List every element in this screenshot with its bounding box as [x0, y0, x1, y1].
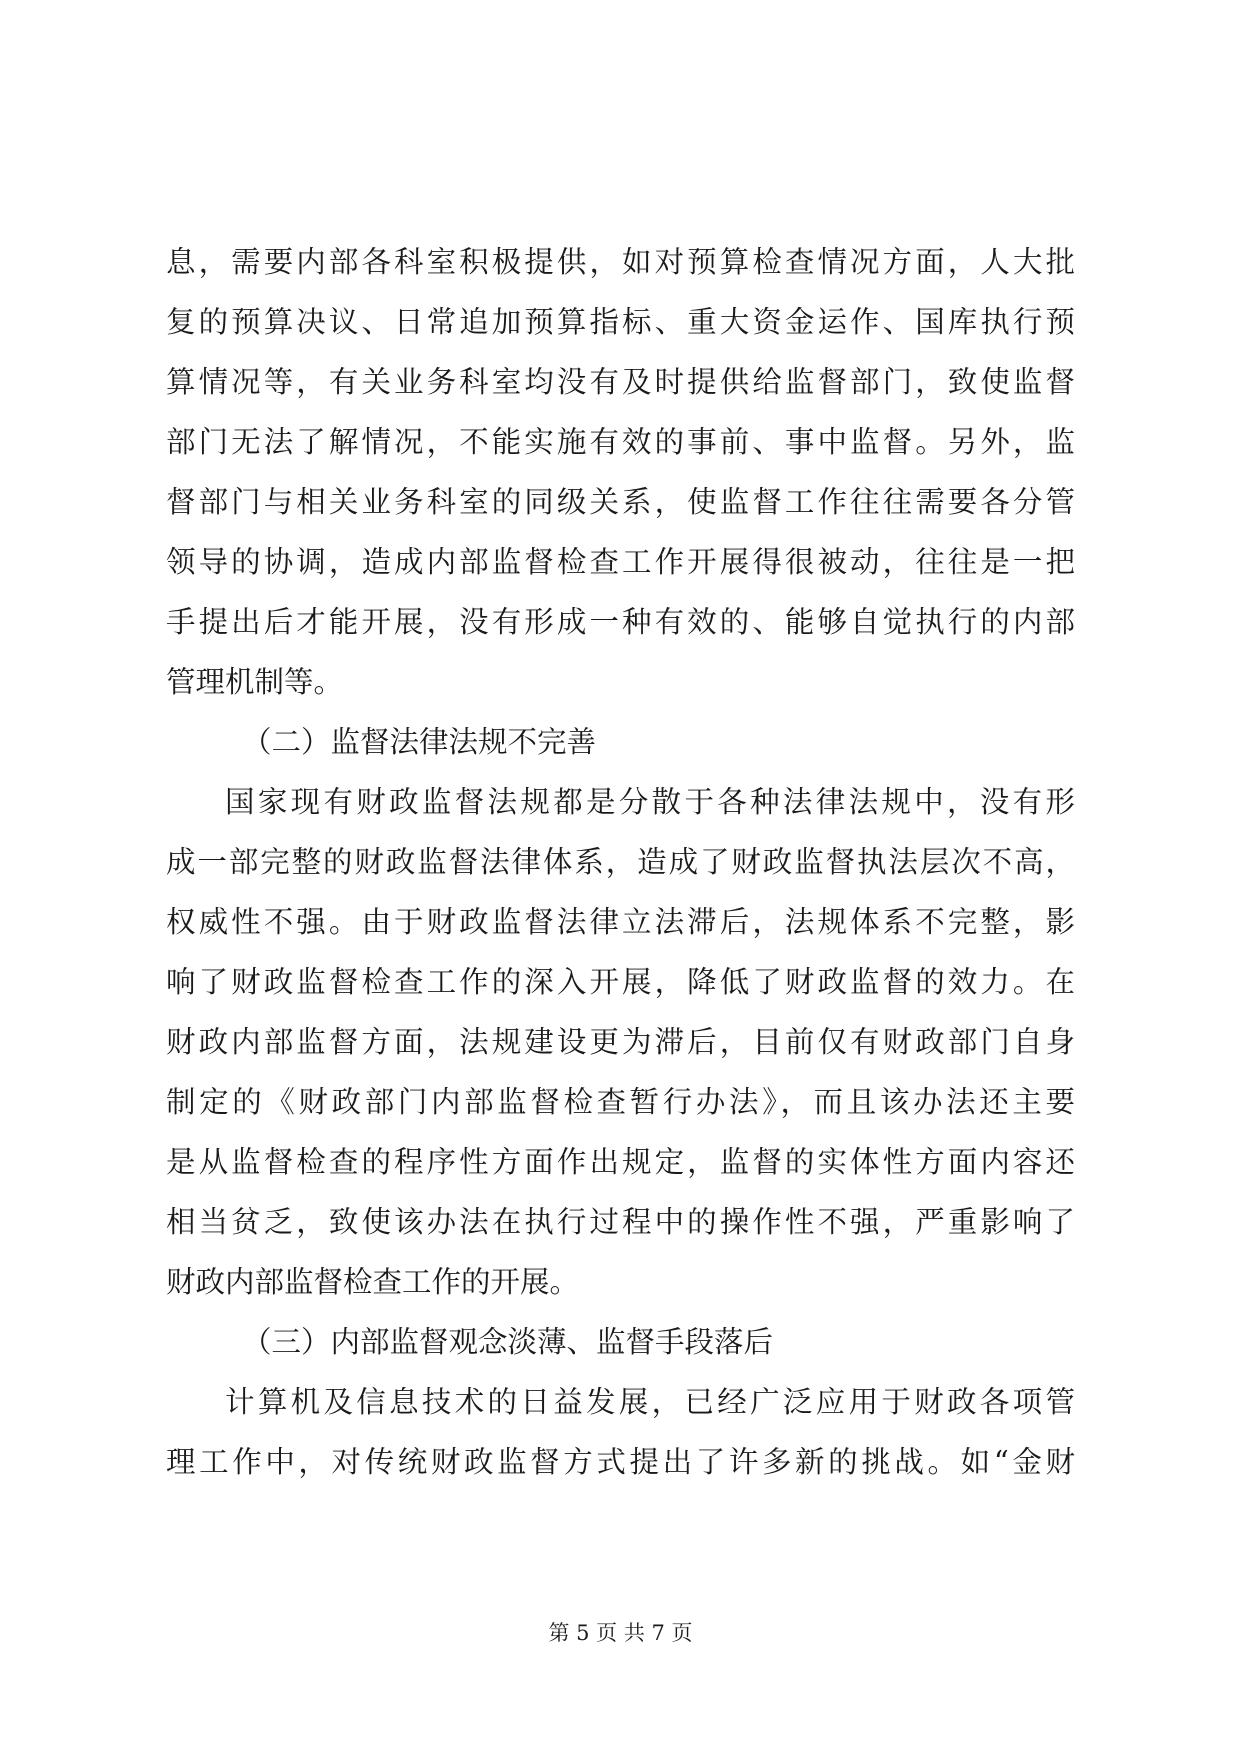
- text-line: 制定的《财政部门内部监督检查暂行办法》，而且该办法还主要: [166, 1085, 1075, 1119]
- text-line: 财政内部监督检查工作的开展。: [166, 1265, 580, 1299]
- section-heading: （二）监督法律法规不完善: [242, 725, 597, 759]
- text-line: 权威性不强。由于财政监督法律立法滞后，法规体系不完整，影: [166, 905, 1075, 939]
- paragraph: [166, 772, 1075, 1312]
- text-line: 部门无法了解情况，不能实施有效的事前、事中监督。另外，监: [166, 425, 1075, 459]
- text-line: 督部门与相关业务科室的同级关系，使监督工作往往需要各分管: [166, 485, 1075, 519]
- text-line: 响了财政监督检查工作的深入开展，降低了财政监督的效力。在: [166, 965, 1075, 999]
- text-line: 手提出后才能开展，没有形成一种有效的、能够自觉执行的内部: [166, 605, 1075, 639]
- text-line: 计算机及信息技术的日益发展，已经广泛应用于财政各项管: [225, 1385, 1075, 1419]
- text-line: 是从监督检查的程序性方面作出规定，监督的实体性方面内容还: [166, 1145, 1075, 1179]
- text-line: 国家现有财政监督法规都是分散于各种法律法规中，没有形: [225, 785, 1075, 819]
- page-number-footer: 第 5 页 共 7 页: [548, 1621, 693, 1645]
- text-line: 财政内部监督方面，法规建设更为滞后，目前仅有财政部门自身: [166, 1025, 1075, 1059]
- paragraph-continued: [166, 232, 1075, 712]
- text-line: 相当贫乏，致使该办法在执行过程中的操作性不强，严重影响了: [166, 1205, 1075, 1239]
- text-line: 复的预算决议、日常追加预算指标、重大资金运作、国库执行预: [166, 305, 1075, 339]
- text-line: 理工作中，对传统财政监督方式提出了许多新的挑战。如“金财: [166, 1445, 1075, 1479]
- paragraph: [166, 1372, 1075, 1492]
- text-line: 成一部完整的财政监督法律体系，造成了财政监督执法层次不高，: [166, 845, 1075, 879]
- text-line: 算情况等，有关业务科室均没有及时提供给监督部门，致使监督: [166, 365, 1075, 399]
- section-heading: （三）内部监督观念淡薄、监督手段落后: [242, 1325, 774, 1359]
- document-body: [166, 232, 1075, 1492]
- text-line: 管理机制等。: [166, 665, 344, 699]
- text-line: 息，需要内部各科室积极提供，如对预算检查情况方面，人大批: [166, 245, 1075, 279]
- text-line: 领导的协调，造成内部监督检查工作开展得很被动，往往是一把: [166, 545, 1075, 579]
